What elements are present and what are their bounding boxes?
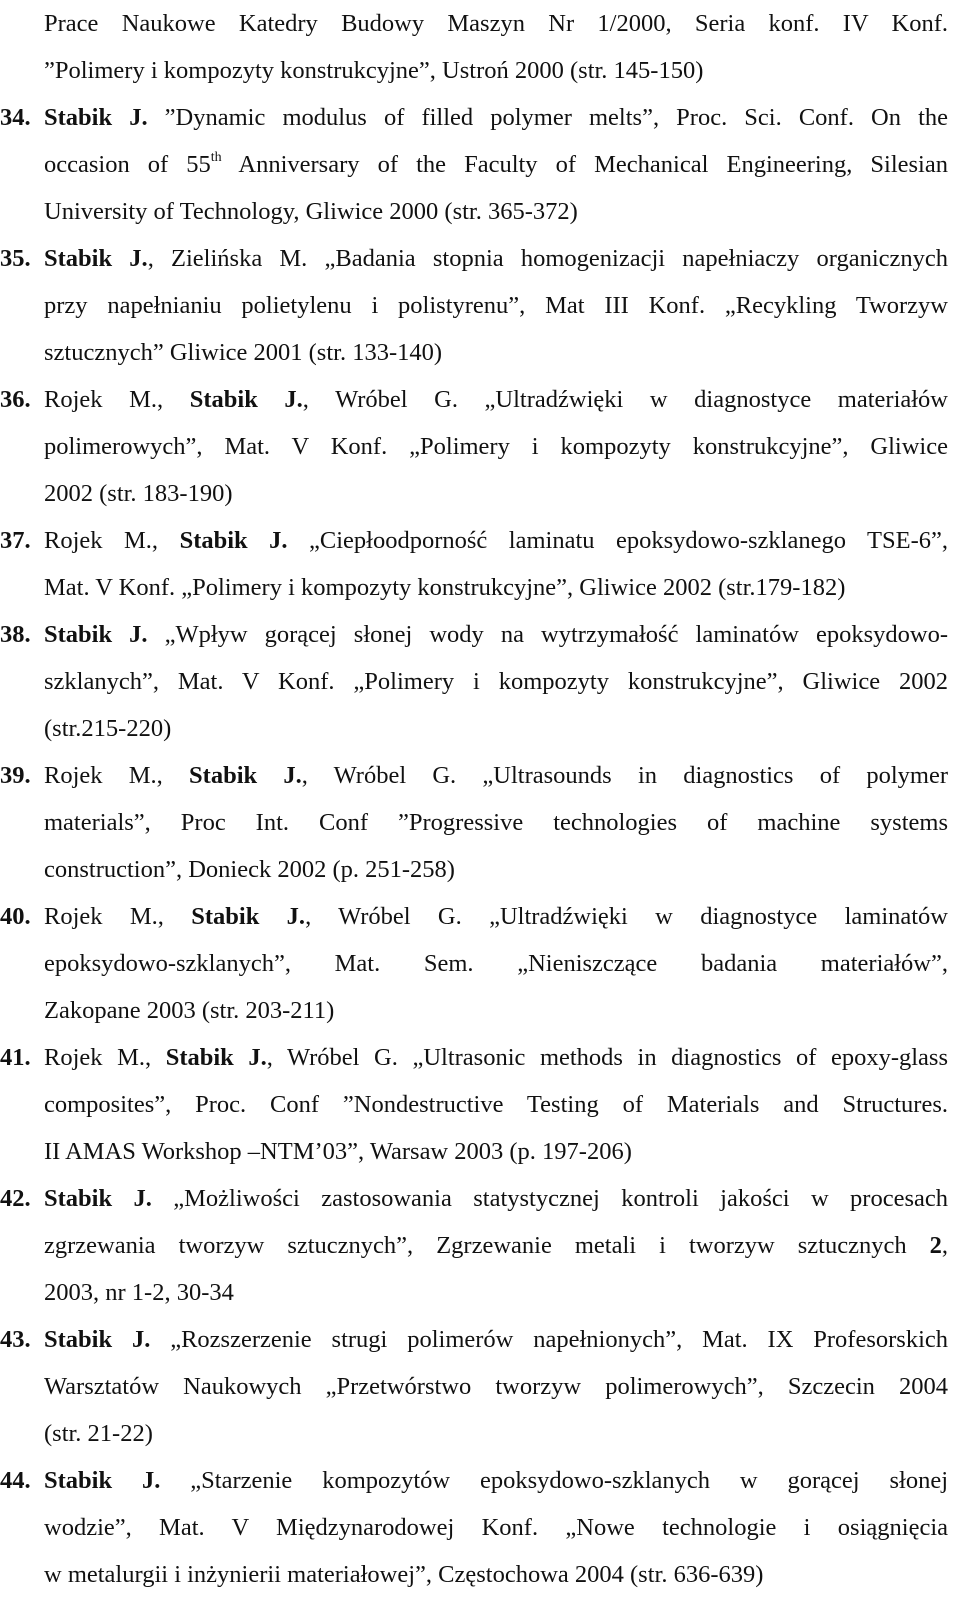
entry-37 [0, 517, 948, 611]
entry-text: Rojek M., [44, 903, 192, 930]
entry-line [0, 141, 948, 188]
author-bold: Stabik J. [44, 1326, 151, 1353]
entry-line [0, 235, 948, 282]
entry-line [0, 1175, 948, 1222]
superscript: th [210, 149, 222, 165]
entry-text: , Wróbel G. „Ultradźwięki w diagnostyce laminatów [305, 903, 948, 930]
entry-number: 39. [0, 762, 31, 789]
entry-line: composites”, Proc. Conf ”Nondestructive Testing of Materials and Structures. [44, 1091, 948, 1118]
entry-36 [0, 376, 948, 517]
entry-line [0, 1316, 948, 1363]
entry-text: occasion of 55 [44, 151, 211, 178]
volume-bold: 2 [929, 1232, 942, 1259]
entry-line [0, 1457, 948, 1504]
entry-line: sztucznych” Gliwice 2001 (str. 133-140) [44, 339, 443, 366]
entry-line [0, 611, 948, 658]
author-bold: Stabik J. [44, 621, 148, 648]
entry-33-continuation [0, 0, 948, 94]
author-bold: Stabik J. [179, 527, 288, 554]
entry-text: „Wpływ gorącej słonej wody na wytrzymałość laminatów epoksydowo- [147, 621, 948, 648]
entry-number: 37. [0, 527, 31, 554]
entry-number: 34. [0, 104, 31, 131]
entry-line: polimerowych”, Mat. V Konf. „Polimery i kompozyty konstrukcyjne”, Gliwice [44, 433, 948, 460]
entry-line [0, 1034, 948, 1081]
author-bold: Stabik J. [165, 1044, 267, 1071]
entry-number: 43. [0, 1326, 31, 1353]
entry-line: wodzie”, Mat. V Międzynarodowej Konf. „Nowe technologie i osiągnięcia [44, 1514, 948, 1541]
entry-line: (str.215-220) [44, 715, 172, 742]
author-bold: Stabik J. [44, 1467, 161, 1494]
entry-text: „Rozszerzenie strugi polimerów napełnionych”, Mat. IX Profesorskich [150, 1326, 948, 1353]
entry-35 [0, 235, 948, 376]
entry-line [0, 94, 948, 141]
entry-line: epoksydowo-szklanych”, Mat. Sem. „Nieniszczące badania materiałów”, [44, 950, 948, 977]
author-bold: Stabik J. [44, 1185, 152, 1212]
entry-line: 2003, nr 1-2, 30-34 [44, 1279, 234, 1306]
entry-line [0, 1222, 948, 1269]
entry-line: II AMAS Workshop –NTM’03”, Warsaw 2003 (p. 197-206) [44, 1138, 632, 1165]
entry-number: 44. [0, 1467, 31, 1494]
entry-text: Rojek M., [44, 1044, 166, 1071]
entry-text: , Wróbel G. „Ultrasounds in diagnostics of polymer [301, 762, 948, 789]
author-bold: Stabik J. [44, 104, 148, 131]
entry-41 [0, 1034, 948, 1175]
entry-line: University of Technology, Gliwice 2000 (str. 365-372) [44, 198, 578, 225]
entry-44 [0, 1457, 948, 1598]
entry-text: Anniversary of the Faculty of Mechanical Engineering, Silesian [221, 151, 948, 178]
entry-39 [0, 752, 948, 893]
entry-text: Rojek M., [44, 386, 190, 413]
entry-text: Rojek M., [44, 762, 190, 789]
entry-line: construction”, Donieck 2002 (p. 251-258) [44, 856, 455, 883]
entry-text: „Możliwości zastosowania statystycznej kontroli jakości w procesach [151, 1185, 948, 1212]
entry-number: 38. [0, 621, 31, 648]
author-bold: Stabik J. [191, 903, 306, 930]
entry-43 [0, 1316, 948, 1457]
entry-line: Mat. V Konf. „Polimery i kompozyty konstrukcyjne”, Gliwice 2002 (str.179-182) [44, 574, 846, 601]
entry-line: przy napełnianiu polietylenu i polistyrenu”, Mat III Konf. „Recykling Tworzyw [44, 292, 948, 319]
entry-34 [0, 94, 948, 235]
entry-line: ”Polimery i kompozyty konstrukcyjne”, Ustroń 2000 (str. 145-150) [44, 57, 704, 84]
entry-number: 42. [0, 1185, 31, 1212]
entry-line: 2002 (str. 183-190) [44, 480, 233, 507]
entry-line [0, 517, 948, 564]
entry-line: szklanych”, Mat. V Konf. „Polimery i kompozyty konstrukcyjne”, Gliwice 2002 [44, 668, 948, 695]
entry-number: 41. [0, 1044, 31, 1071]
entry-number: 35. [0, 245, 31, 272]
entry-text: , Zielińska M. „Badania stopnia homogenizacji napełniaczy organicznych [147, 245, 948, 272]
author-bold: Stabik J. [44, 245, 148, 272]
entry-text: ”Dynamic modulus of filled polymer melts”, Proc. Sci. Conf. On the [147, 104, 948, 131]
entry-line [0, 376, 948, 423]
entry-line: w metalurgii i inżynierii materiałowej”, Częstochowa 2004 (str. 636-639) [44, 1561, 764, 1588]
entry-line: (str. 21-22) [44, 1420, 153, 1447]
entry-number: 36. [0, 386, 31, 413]
entry-text: Rojek M., [44, 527, 180, 554]
entry-text: zgrzewania tworzyw sztucznych”, Zgrzewanie metali i tworzyw sztucznych [44, 1232, 930, 1259]
entry-text: „Starzenie kompozytów epoksydowo-szklanych w gorącej słonej [160, 1467, 948, 1494]
entry-42 [0, 1175, 948, 1316]
author-bold: Stabik J. [189, 762, 302, 789]
entry-line [0, 893, 948, 940]
entry-text: , Wróbel G. „Ultradźwięki w diagnostyce materiałów [302, 386, 948, 413]
entry-line: Zakopane 2003 (str. 203-211) [44, 997, 335, 1024]
entry-40 [0, 893, 948, 1034]
entry-line: Prace Naukowe Katedry Budowy Maszyn Nr 1/2000, Seria konf. IV Konf. [44, 10, 948, 37]
entry-line [0, 752, 948, 799]
entry-line: Warsztatów Naukowych „Przetwórstwo tworzyw polimerowych”, Szczecin 2004 [44, 1373, 948, 1400]
entry-text: , Wróbel G. „Ultrasonic methods in diagnostics of epoxy-glass [266, 1044, 948, 1071]
entry-line: materials”, Proc Int. Conf ”Progressive technologies of machine systems [44, 809, 948, 836]
entry-text: „Ciepłoodporność laminatu epoksydowo-szklanego TSE-6”, [287, 527, 948, 554]
author-bold: Stabik J. [189, 386, 303, 413]
entry-text: , [941, 1232, 948, 1259]
entry-38 [0, 611, 948, 752]
entry-number: 40. [0, 903, 31, 930]
